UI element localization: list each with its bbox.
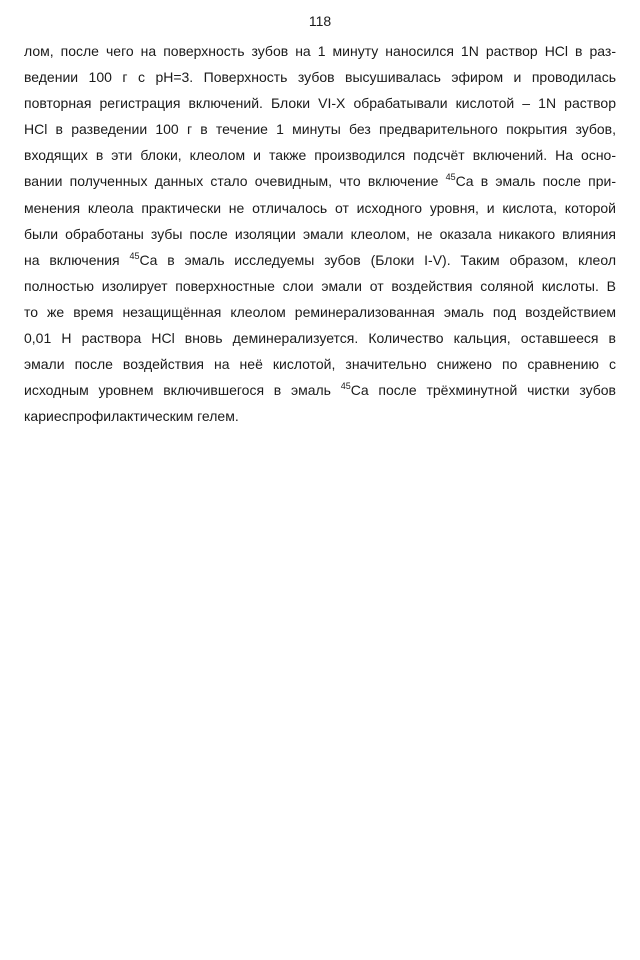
- text-line: лом, после чего на поверхность зубов на 1 минуту наносился 1N раствор HCl в раз-: [24, 43, 616, 59]
- text-segment: на включения: [24, 251, 130, 268]
- page-number: 118: [308, 13, 332, 29]
- text-line: [24, 168, 616, 194]
- body-text: [24, 38, 616, 429]
- text-line: [24, 247, 616, 273]
- isotope-superscript: 45: [445, 172, 456, 183]
- text-line: кариеспрофилактическим гелем.: [24, 408, 239, 425]
- text-segment: Ca в эмаль после при-: [455, 173, 616, 190]
- text-line: полностью изолирует поверхностные слои эмали от воздействия соляной кислоты. В: [24, 277, 616, 294]
- text-line: [24, 377, 616, 403]
- text-line: ведении 100 г с pH=3. Поверхность зубов высушивалась эфиром и проводилась: [24, 69, 616, 86]
- text-segment: вании полученных данных стало очевидным, что включение: [24, 173, 446, 190]
- text-line: эмали после воздействия на неё кислотой, значительно снижено по сравнению с: [24, 356, 616, 373]
- text-line: повторная регистрация включений. Блоки VI-X обрабатывали кислотой – 1N раствор: [24, 95, 616, 112]
- text-line: то же время незащищённая клеолом реминерализованная эмаль под воздействием: [24, 303, 616, 320]
- text-line: HCl в разведении 100 г в течение 1 минуты без предварительного покрытия зубов,: [24, 121, 616, 138]
- text-segment: исходным уровнем включившегося в эмаль: [24, 382, 341, 399]
- text-line: были обработаны зубы после изоляции эмали клеолом, не оказала никакого влияния: [24, 225, 616, 242]
- text-segment: Ca после трёхминутной чистки зубов: [350, 382, 616, 399]
- text-line: менения клеола практически не отличалось от исходного уровня, и кислота, которой: [24, 199, 616, 216]
- isotope-superscript: 45: [340, 381, 351, 392]
- text-line: входящих в эти блоки, клеолом и также производился подсчёт включений. На осно-: [24, 147, 616, 164]
- text-segment: Ca в эмаль исследуемы зубов (Блоки I-V). Таким образом, клеол: [139, 251, 616, 268]
- isotope-superscript: 45: [129, 250, 140, 261]
- text-line: 0,01 Н раствора HCl вновь деминерализуется. Количество кальция, оставшееся в: [24, 330, 616, 347]
